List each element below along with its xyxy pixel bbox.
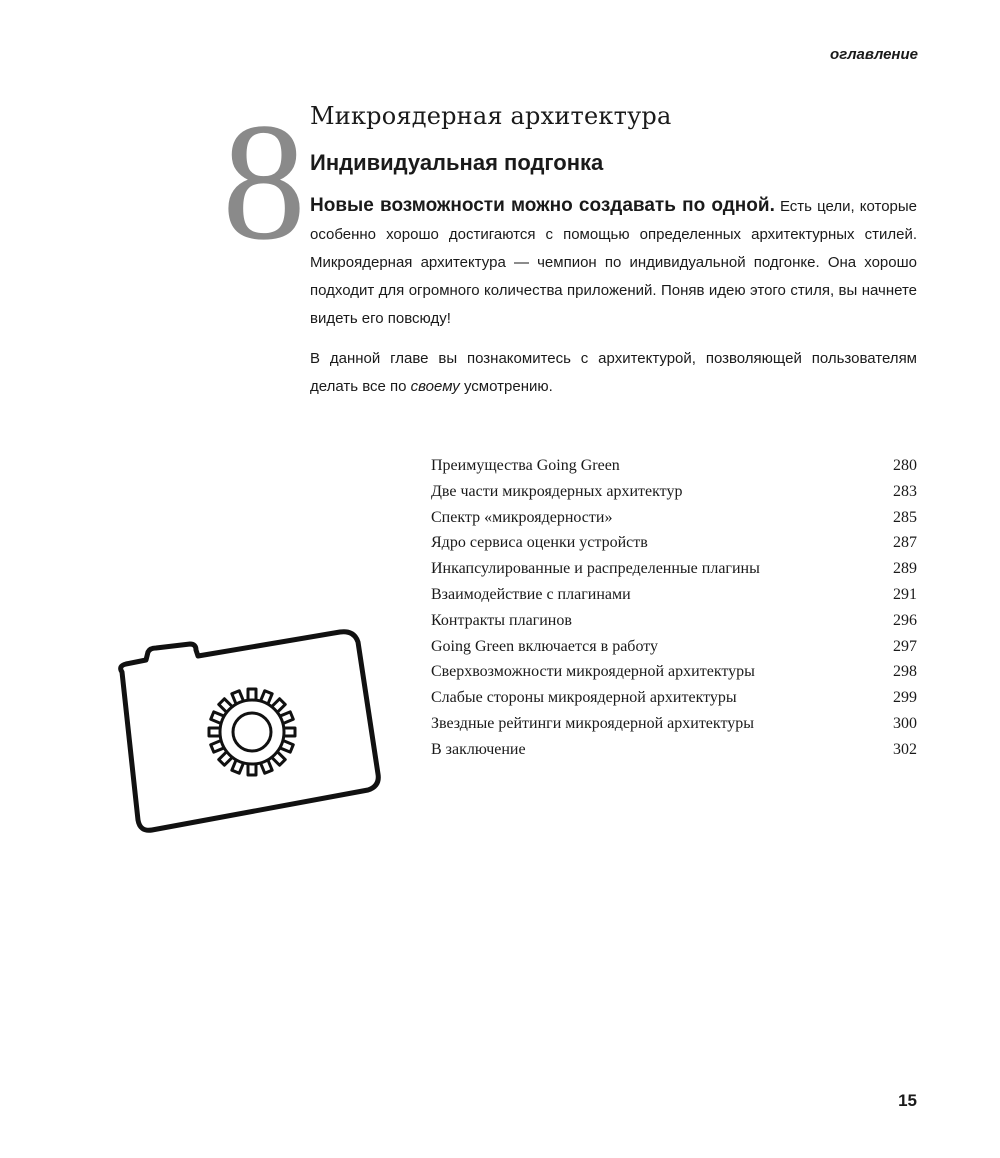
toc-entry-page: 283 — [893, 482, 917, 500]
toc-entry-title: Две части микроядерных архитектур — [431, 482, 683, 500]
toc-entry[interactable] — [431, 634, 917, 660]
toc-entry-page: 300 — [893, 714, 917, 732]
toc-entry-title: Ядро сервиса оценки устройств — [431, 534, 648, 552]
toc-entry[interactable] — [431, 711, 917, 737]
toc-entry-page: 299 — [893, 689, 917, 707]
toc-entry-page: 289 — [893, 560, 917, 578]
page-number: 15 — [898, 1091, 917, 1110]
toc-entry[interactable] — [431, 685, 917, 711]
toc-entry-page: 291 — [893, 585, 917, 603]
toc-entry-title: Спектр «микроядерности» — [431, 508, 613, 526]
chapter-kicker: Микроядерная архитектура — [310, 102, 672, 130]
toc-entry-title: Контракты плагинов — [431, 611, 572, 629]
toc-entry-title: Взаимодействие с плагинами — [431, 585, 631, 603]
toc-entry[interactable] — [431, 530, 917, 556]
toc-entry-title: Инкапсулированные и распределенные плагины — [431, 560, 760, 578]
intro-paragraph-1-text: Есть цели, которые особенно хорошо достигаются с помощью определенных архитектурных стилей. Микроядерная архитектура — чемпион по индивидуальной подгонке. Она хорошо подходит для огромного количества приложений. Поняв идею этого стиля, вы начнете видеть его повсюду! — [310, 198, 917, 327]
intro-paragraph-2 — [310, 345, 917, 401]
toc-list — [431, 453, 917, 763]
intro-lead: Новые возможности можно создавать по одной. — [310, 195, 775, 216]
gear-card-icon — [108, 624, 388, 840]
toc-entry[interactable] — [431, 582, 917, 608]
toc-entry-page: 298 — [893, 663, 917, 681]
toc-entry[interactable] — [431, 608, 917, 634]
toc-entry-title: Преимущества Going Green — [431, 457, 620, 474]
toc-entry-title: Сверхвозможности микроядерной архитектуры — [431, 663, 755, 681]
toc-entry-title: В заключение — [431, 740, 526, 758]
chapter-title: Индивидуальная подгонка — [310, 150, 604, 175]
toc-entry[interactable] — [431, 505, 917, 531]
intro-paragraph-1 — [310, 192, 917, 333]
intro-paragraph-2-after: усмотрению. — [459, 378, 553, 395]
toc-entry[interactable] — [431, 556, 917, 582]
toc-entry-title: Слабые стороны микроядерной архитектуры — [431, 689, 737, 707]
toc-entry-page: 280 — [893, 457, 917, 474]
running-head: оглавление — [830, 46, 918, 63]
toc-entry-title: Звездные рейтинги микроядерной архитектуры — [431, 714, 754, 732]
chapter-intro — [310, 192, 917, 413]
intro-paragraph-2-before: В данной главе вы познакомитесь с архитектурой, позволяющей пользователям делать все по — [310, 350, 917, 395]
toc-entry-page: 302 — [893, 740, 917, 758]
toc-entry-page: 297 — [893, 637, 917, 655]
toc-entry-page: 296 — [893, 611, 917, 629]
chapter-number: 8 — [222, 89, 306, 275]
toc-entry-page: 285 — [893, 508, 917, 526]
toc-entry[interactable] — [431, 479, 917, 505]
toc-entry-title: Going Green включается в работу — [431, 637, 659, 655]
toc-entry[interactable] — [431, 453, 917, 479]
intro-paragraph-2-emph: своему — [410, 378, 460, 395]
toc-entry[interactable] — [431, 737, 917, 763]
toc-entry-page: 287 — [893, 534, 917, 552]
toc-entry[interactable] — [431, 659, 917, 685]
